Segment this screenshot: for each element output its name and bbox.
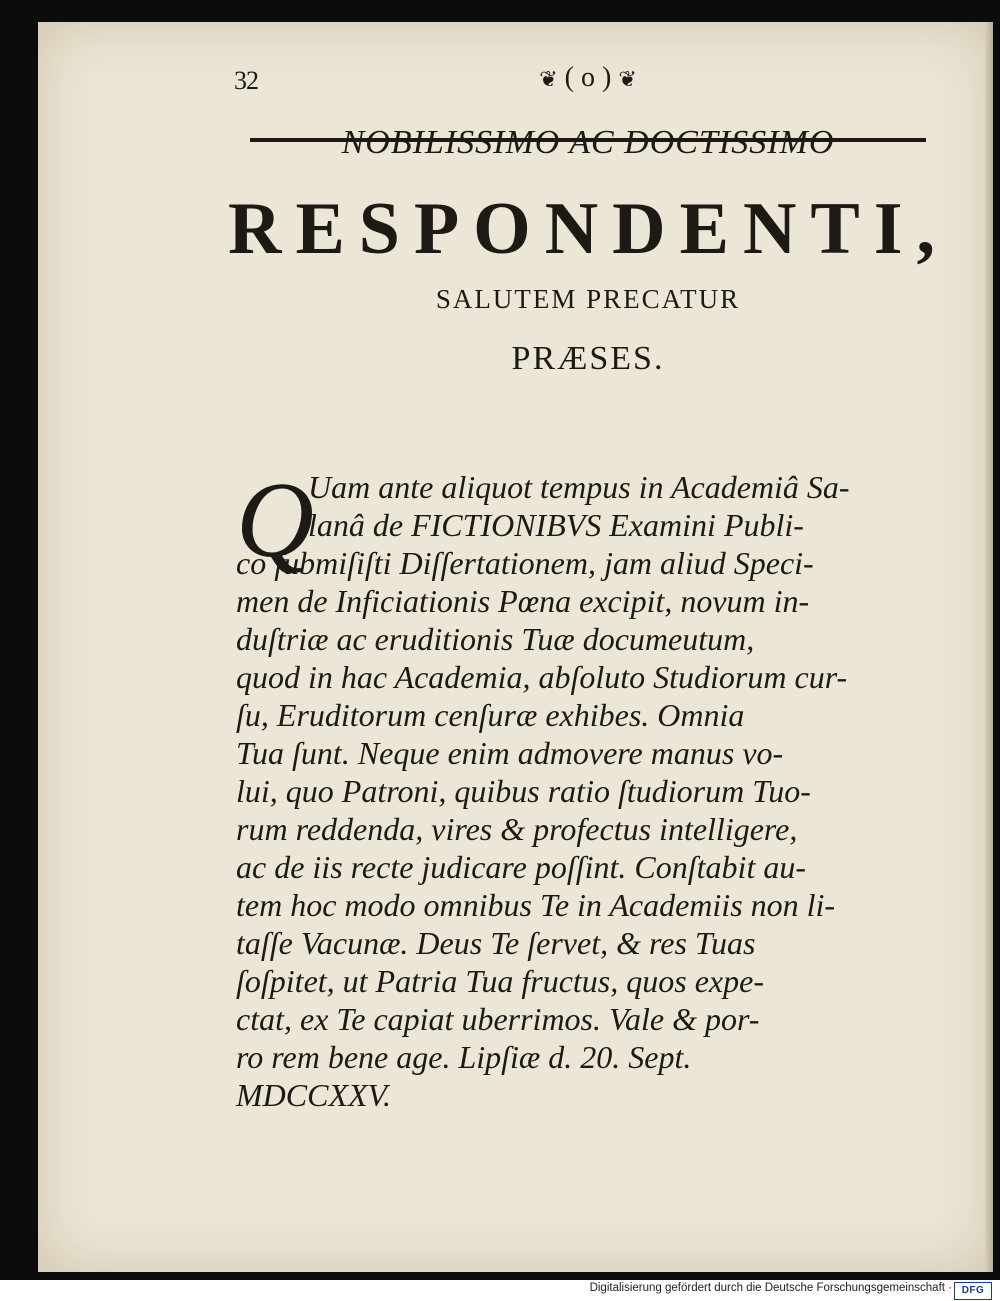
book-page bbox=[38, 22, 993, 1272]
funding-credit: Digitalisierung gefördert durch die Deutsche Forschungsgemeinschaft · bbox=[589, 1282, 952, 1294]
text-line: quod in hac Academia, abſoluto Studiorum cur- bbox=[236, 659, 848, 695]
page-number: 32 bbox=[234, 66, 258, 95]
text-line: co ſubmiſiſti Diſſertationem, jam aliud Speci- bbox=[236, 545, 814, 581]
text-line: ſu, Eruditorum cenſuræ exhibes. Omnia bbox=[236, 697, 745, 733]
ornament-text: ( o ) bbox=[564, 62, 612, 93]
text-line: Uam ante aliquot tempus in Academiâ Sa- bbox=[308, 469, 850, 505]
text-line: duſtriæ ac eruditionis Tuæ documeutum, bbox=[236, 621, 755, 657]
text-line: MDCCXXV. bbox=[236, 1077, 391, 1113]
addressee-heading: NOBILISSIMO AC DOCTISSIMO bbox=[341, 124, 835, 161]
text-line: ro rem bene age. Lipſiæ d. 20. Sept. bbox=[236, 1039, 692, 1075]
drop-cap: Q bbox=[236, 461, 314, 580]
page-edge bbox=[985, 22, 993, 1272]
text-line: tem hoc modo omnibus Te in Academiis non li- bbox=[236, 887, 836, 923]
text-line: rum reddenda, vires & profectus intelligere, bbox=[236, 811, 798, 847]
running-header bbox=[38, 62, 993, 108]
header-ornament bbox=[478, 62, 698, 102]
dfg-logo-icon: DFG bbox=[954, 1282, 992, 1300]
text-line: lui, quo Patroni, quibus ratio ſtudiorum Tuo- bbox=[236, 773, 811, 809]
recipient-heading: RESPONDENTI, bbox=[228, 188, 950, 270]
flourish-right-icon: ❦ bbox=[618, 66, 637, 92]
signature-line: PRÆSES. bbox=[511, 340, 665, 377]
text-line: taſſe Vacunæ. Deus Te ſervet, & res Tuas bbox=[236, 925, 756, 961]
text-line: ac de iis recte judicare poſſint. Conſtabit au- bbox=[236, 849, 806, 885]
text-line: ſoſpitet, ut Patria Tua fructus, quos expe- bbox=[236, 963, 764, 999]
text-line: lanâ de FICTIONIBVS Examini Publi- bbox=[308, 507, 804, 543]
flourish-left-icon: ❦ bbox=[539, 66, 558, 92]
text-line: men de Inficiationis Pœna excipit, novum in- bbox=[236, 583, 810, 619]
text-line: ctat, ex Te capiat uberrimos. Vale & por- bbox=[236, 1001, 760, 1037]
text-line: Tua ſunt. Neque enim admovere manus vo- bbox=[236, 735, 784, 771]
salutation-line: SALUTEM PRECATUR bbox=[435, 284, 741, 314]
footer-bar bbox=[0, 1280, 1000, 1301]
